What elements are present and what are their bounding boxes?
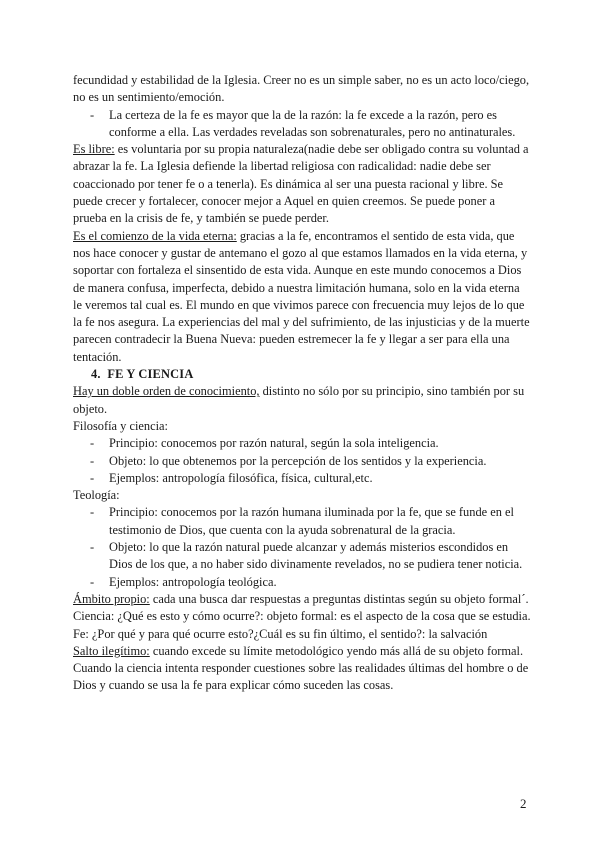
heading-title: FE Y CIENCIA <box>107 367 194 382</box>
bullet-certeza <box>73 107 531 142</box>
text-libre: es voluntaria por su propia naturaleza(nadie debe ser obligado contra su voluntad a abrazar la fe. La Iglesia defiende la libertad religiosa con radicalidad: nadie debe ser coaccionado por tener fe o a tenerla). Es dinámica al ser una puesta racional y libre. Se puede crecer y fortalecer, conocer mejor a Aquel en quien creemos. Se puede poner a prueba en la crisis de fe, y también se puede perder. <box>73 142 529 226</box>
term-salto: Salto ilegítimo: <box>73 643 150 658</box>
paragraph-orden <box>73 383 531 418</box>
bullet-dash: - <box>90 107 95 122</box>
bullet-text: Principio: conocemos por razón natural, según la sola inteligencia. <box>109 436 439 451</box>
term-libre: Es libre: <box>73 142 115 157</box>
paragraph-intro: fecundidad y estabilidad de la Iglesia. Creer no es un simple saber, no es un acto loco/ciego, no es un sentimiento/emoción. <box>73 73 530 105</box>
text-salto: cuando excede su límite metodológico yendo más allá de su objeto formal. Cuando la ciencia intenta responder cuestiones sobre las realidades últimas del hombre o de Dios y cuando se usa la fe para explicar cómo suceden las cosas. <box>73 643 529 693</box>
paragraph-ciencia: Ciencia: ¿Qué es esto y cómo ocurre?: objeto formal: es el aspecto de la cosa que se estudia. <box>73 609 531 624</box>
page-content <box>73 72 531 695</box>
filosofia-title: Filosofía y ciencia: <box>73 418 168 433</box>
paragraph-comienzo <box>73 228 531 366</box>
bullet-teologia-principio <box>73 504 531 539</box>
text-comienzo: gracias a la fe, encontramos el sentido de esta vida, que nos hace conocer y gustar de antemano el gozo al que estamos llamados en la vida eterna, y soportar con fortaleza el sinsentido de esta vida. Aunque en este mundo conocemos a Dios de manera confusa, imperfecta, debido a nuestra limitación humana, solo en la vida eterna le veremos tal cual es. El mundo en que vivimos parece con frecuencia muy lejos de lo que la fe nos asegura. La experiencias del mal y del sufrimiento, de las injusticias y de la muerte parecen contradecir la Buena Nueva: pueden estremecer la fe y llegar a ser para ella una tentación. <box>73 228 530 364</box>
paragraph-libre <box>73 141 531 227</box>
bullet-filosofia-ejemplos <box>73 470 531 487</box>
bullet-dash: - <box>90 436 95 451</box>
bullet-teologia-objeto <box>73 539 531 574</box>
text-ambito: cada una busca dar respuestas a preguntas distintas según su objeto formal´. <box>149 591 529 606</box>
bullet-dash: - <box>90 505 95 520</box>
bullet-text: Ejemplos: antropología filosófica, física, cultural,etc. <box>109 470 373 485</box>
bullet-text: Ejemplos: antropología teológica. <box>109 574 277 589</box>
bullet-text: Objeto: lo que la razón natural puede alcanzar y además misterios escondidos en Dios de los que, a no haber sido divinamente revelados, no se pudiera tener noticia. <box>109 540 523 572</box>
bullet-text: Principio: conocemos por la razón humana iluminada por la fe, que se funde en el testimonio de Dios, que cuenta con la ayuda sobrenatural de la gracia. <box>109 505 514 537</box>
bullet-filosofia-principio <box>73 435 531 452</box>
bullet-dash: - <box>90 470 95 485</box>
bullet-text: La certeza de la fe es mayor que la de la razón: la fe excede a la razón, pero es conforme a ella. Las verdades reveladas son sobrenaturales, pero no antinaturales. <box>109 107 516 139</box>
section-heading <box>73 366 531 383</box>
bullet-text: Objeto: lo que obtenemos por la percepción de los sentidos y la experiencia. <box>109 453 487 468</box>
paragraph-salto <box>73 643 531 695</box>
text-orden: distinto no sólo por su principio, sino también por su objeto. <box>73 384 525 416</box>
term-comienzo: Es el comienzo de la vida eterna: <box>73 228 237 243</box>
bullet-dash: - <box>90 574 95 589</box>
bullet-dash: - <box>90 453 95 468</box>
paragraph-fe: Fe: ¿Por qué y para qué ocurre esto?¿Cuál es su fin último, el sentido?: la salvación <box>73 626 488 641</box>
bullet-filosofia-objeto <box>73 453 531 470</box>
bullet-dash: - <box>90 540 95 555</box>
term-ambito: Ámbito propio: <box>73 591 150 606</box>
bullet-teologia-ejemplos <box>73 574 531 591</box>
paragraph-ambito <box>73 591 531 608</box>
heading-number: 4. <box>91 367 101 382</box>
term-orden: Hay un doble orden de conocimiento, <box>73 384 260 399</box>
page-number: 2 <box>520 796 527 811</box>
teologia-title: Teología: <box>73 488 120 503</box>
